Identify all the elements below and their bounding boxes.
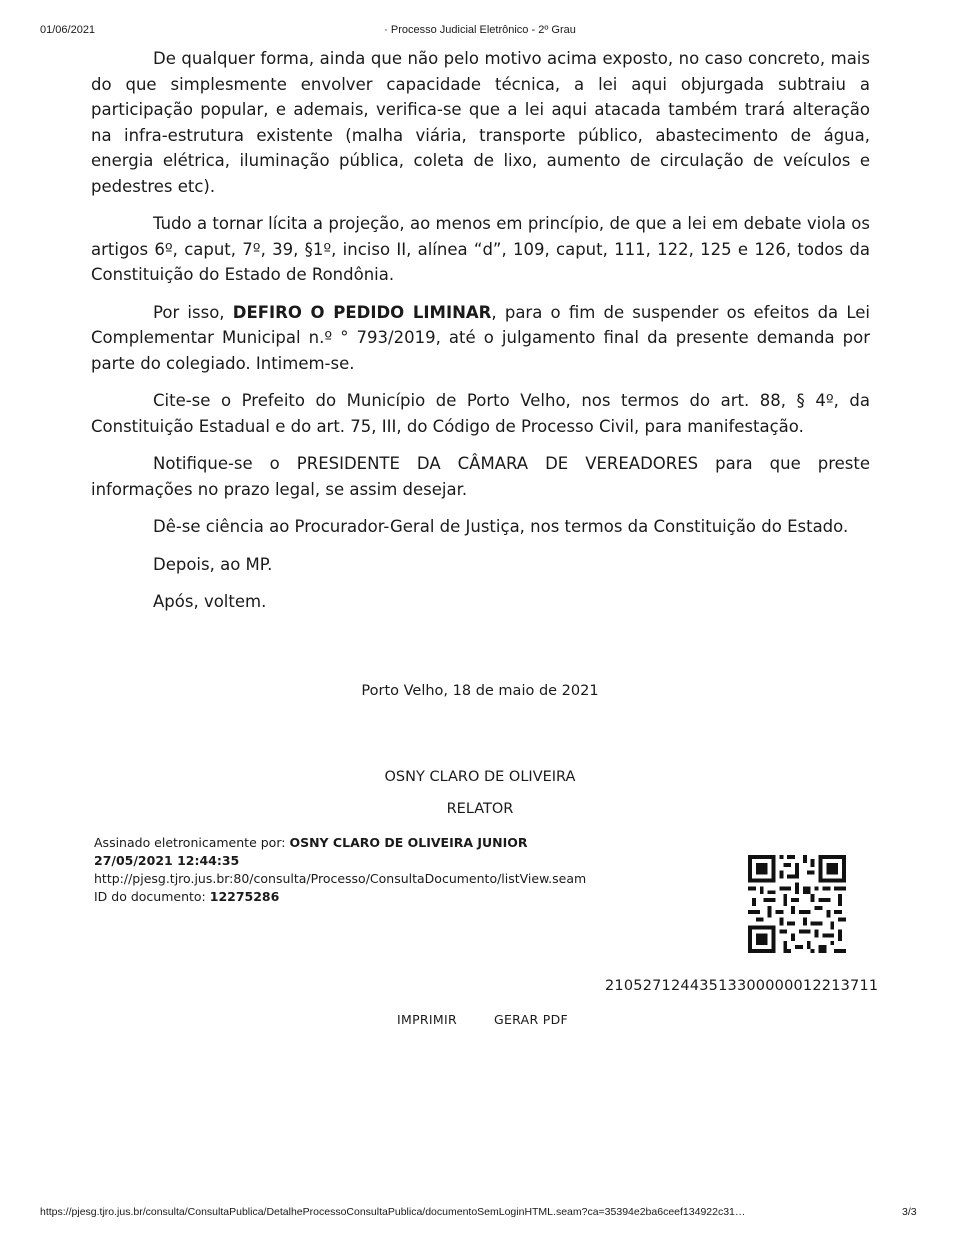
paragraph-text: , para o fim de suspender os efeitos da Lei Complementar Municipal n.º ° 793/2019, até o julgamento final da presente demanda por parte do colegiado. Intimem-se.	[91, 302, 870, 373]
document-code: 21052712443513300000012213711	[605, 978, 879, 994]
signed-by-label: Assinado eletronicamente por:	[94, 835, 290, 850]
paragraph: Cite-se o Prefeito do Município de Porto Velho, nos termos do art. 88, § 4º, da Constituição Estadual e do art. 75, III, do Código de Processo Civil, para manifestação.	[91, 391, 870, 436]
paragraph: De qualquer forma, ainda que não pelo motivo acima exposto, no caso concreto, mais do que simplesmente envolver capacidade técnica, a lei aqui objurgada subtraiu a participação popular, e ademais, verifica-se que a lei aqui atacada também trará alteração na infra-estrutura existente (malha viária, transporte público, abastecimento de água, energia elétrica, iluminação pública, coleta de lixo, aumento de circulação de veículos e pedestres etc).	[91, 49, 870, 196]
decision-highlight: DEFIRO O PEDIDO LIMINAR	[232, 302, 492, 322]
signature-info	[94, 834, 586, 906]
paragraph: Depois, ao MP.	[153, 554, 273, 574]
verification-url: http://pjesg.tjro.jus.br:80/consulta/Processo/ConsultaDocumento/listView.seam	[94, 871, 587, 886]
qr-code-icon	[748, 855, 846, 953]
page-number: 3/3	[902, 1206, 917, 1218]
paragraph-text: Por isso,	[153, 302, 233, 322]
signature-timestamp: 27/05/2021 12:44:35	[94, 853, 240, 868]
footer-url: https://pjesg.tjro.jus.br/consulta/ConsultaPublica/DetalheProcessoConsultaPublica/documentoSemLoginHTML.seam?ca=35394e2ba6ceef134922c31…	[40, 1206, 746, 1218]
paragraph: Notifique-se o PRESIDENTE DA CÂMARA DE VEREADORES para que preste informações no prazo legal, se assim desejar.	[91, 454, 870, 499]
paragraph: Após, voltem.	[153, 592, 267, 611]
generate-pdf-button[interactable]: GERAR PDF	[494, 1012, 569, 1027]
signer-role: RELATOR	[446, 801, 514, 817]
place-date: Porto Velho, 18 de maio de 2021	[361, 683, 599, 699]
document-id-label: ID do documento:	[94, 889, 210, 904]
print-button[interactable]: IMPRIMIR	[397, 1012, 457, 1027]
signed-by-line	[94, 834, 586, 852]
document-body	[91, 46, 870, 627]
header-title: · Processo Judicial Eletrônico - 2º Grau	[384, 24, 576, 36]
paragraph	[91, 300, 870, 377]
paragraph: Dê-se ciência ao Procurador-Geral de Justiça, nos termos da Constituição do Estado.	[153, 517, 849, 536]
paragraph: Tudo a tornar lícita a projeção, ao menos em princípio, de que a lei em debate viola os artigos 6º, caput, 7º, 39, §1º, inciso II, alínea “d”, 109, caput, 111, 122, 125 e 126, todos da Constituição do Estado de Rondônia.	[91, 214, 870, 284]
signed-by-name: OSNY CLARO DE OLIVEIRA JUNIOR	[289, 835, 528, 850]
document-id-line	[94, 888, 586, 906]
document-id: 12275286	[209, 889, 280, 904]
header-date: 01/06/2021	[40, 24, 96, 36]
signer-name: OSNY CLARO DE OLIVEIRA	[384, 769, 576, 785]
